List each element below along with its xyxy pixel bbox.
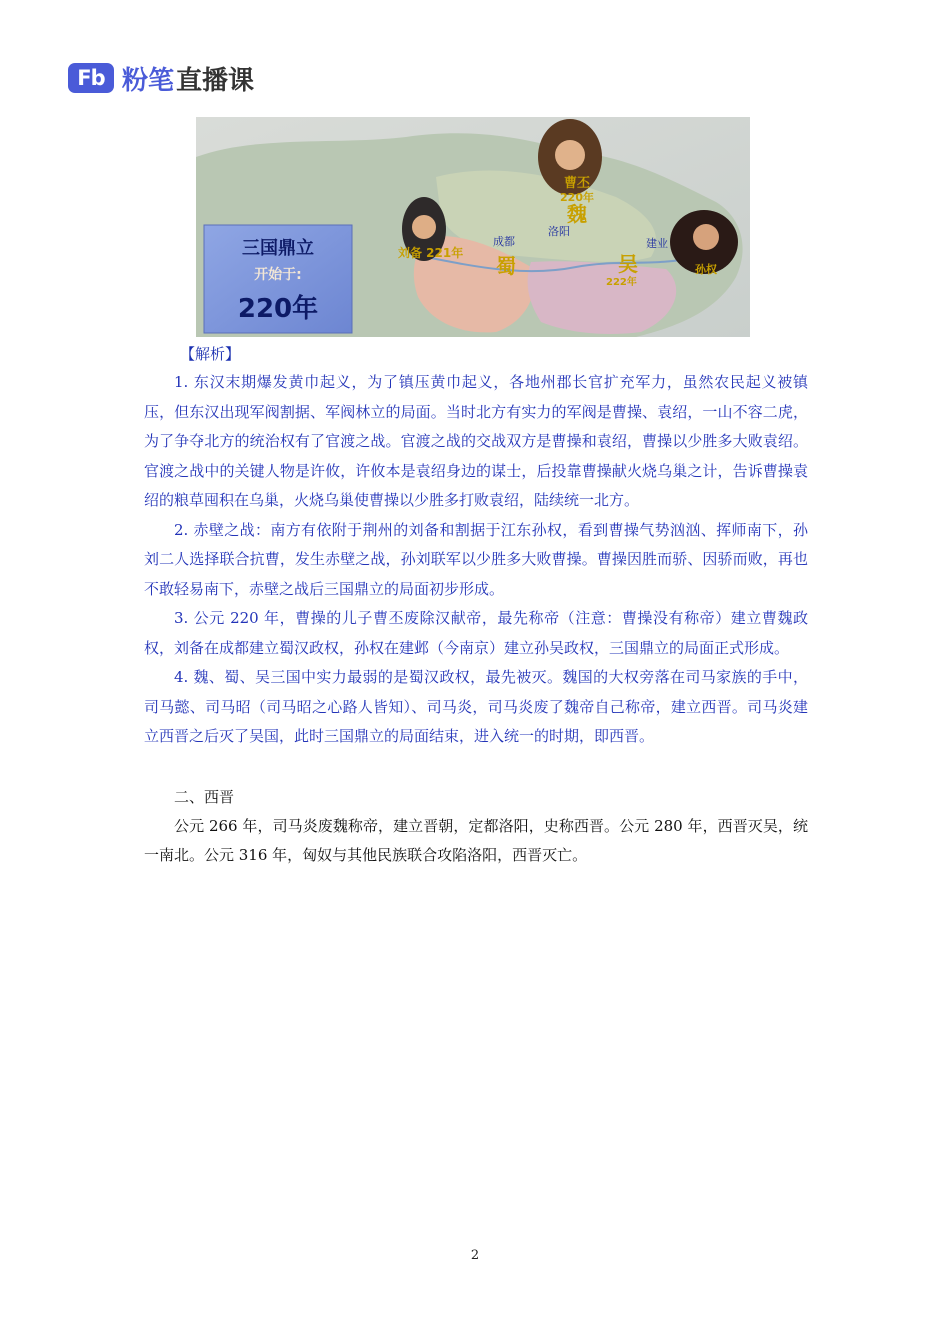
label-sun-quan: 孙权 [695,263,717,276]
page-number: 2 [470,1248,480,1263]
analysis-paragraph-4: 4. 魏、蜀、吴三国中实力最弱的是蜀汉政权，最先被灭。魏国的大权旁落在司马家族的手中，司马懿、司马昭（司马昭之心路人皆知）、司马炎，司马炎废了魏帝自己称帝，建立西晋。司马炎建立西晋之后灭了吴国，此时三国鼎立的局面结束，进入统一的时期，即西晋。 [144,668,808,745]
box-line1: 三国鼎立 [242,238,314,259]
brand-product: 直播课 [176,65,255,96]
label-chengdu: 成都 [493,235,515,248]
fb-logo-icon: Fb [68,63,114,93]
label-cao-pi: 曹丕 [563,176,591,191]
brand-name: 粉笔 [122,65,175,96]
cao-pi-face [555,140,585,170]
label-shu: 蜀 [496,254,516,278]
label-wu-year: 222年 [606,277,637,288]
section-title-western-jin: 二、西晋 [174,787,235,806]
section-body-western-jin: 公元 266 年，司马炎废魏称帝，建立晋朝，定都洛阳，史称西晋。公元 280 年，西晋灭吴，统一南北。公元 316 年，匈奴与其他民族联合攻陷洛阳，西晋灭亡。 [144,816,808,864]
sun-quan-face [693,224,719,250]
label-jianye: 建业 [646,237,668,250]
brand-logo [68,58,254,98]
box-line3: 220年 [237,294,319,324]
analysis-paragraph-1: 1. 东汉末期爆发黄巾起义，为了镇压黄巾起义，各地州郡长官扩充军力，虽然农民起义被镇压，但东汉出现军阀割据、军阀林立的局面。当时北方有实力的军阀是曹操、袁绍，一山不容二虎，为了争夺北方的统治权有了官渡之战。官渡之战的交战双方是曹操和袁绍，曹操以少胜多大败袁绍。官渡之战中的关键人物是许攸，许攸本是袁绍身边的谋士，后投靠曹操献火烧乌巢之计，告诉曹操袁绍的粮草囤积在乌巢，火烧乌巢使曹操以少胜多打败袁绍，陆续统一北方。 [144,373,808,509]
wu-region [528,261,677,334]
analysis-paragraph-3: 3. 公元 220 年，曹操的儿子曹丕废除汉献帝，最先称帝（注意：曹操没有称帝）建立曹魏政权，刘备在成都建立蜀汉政权，孙权在建邺（今南京）建立孙吴政权，三国鼎立的局面正式形成。 [144,609,808,657]
label-cao-year: 220年 [560,191,594,204]
three-kingdoms-map-image [196,117,750,337]
label-liu-bei: 刘备 221年 [398,246,464,260]
analysis-heading: 【解析】 [180,345,241,363]
analysis-paragraph-2: 2. 赤壁之战：南方有依附于荆州的刘备和割据于江东孙权，看到曹操气势汹汹、挥师南下，孙刘二人选择联合抗曹，发生赤壁之战，孙刘联军以少胜多大败曹操。曹操因胜而骄、因骄而败，再也不敢轻易南下，赤壁之战后三国鼎立的局面初步形成。 [144,520,808,598]
document-body [144,340,808,871]
label-wei: 魏 [567,202,587,226]
label-wu: 吴 [618,252,638,276]
liu-bei-face [412,215,436,239]
label-luoyang: 洛阳 [548,225,570,238]
box-line2: 开始于: [254,267,302,283]
